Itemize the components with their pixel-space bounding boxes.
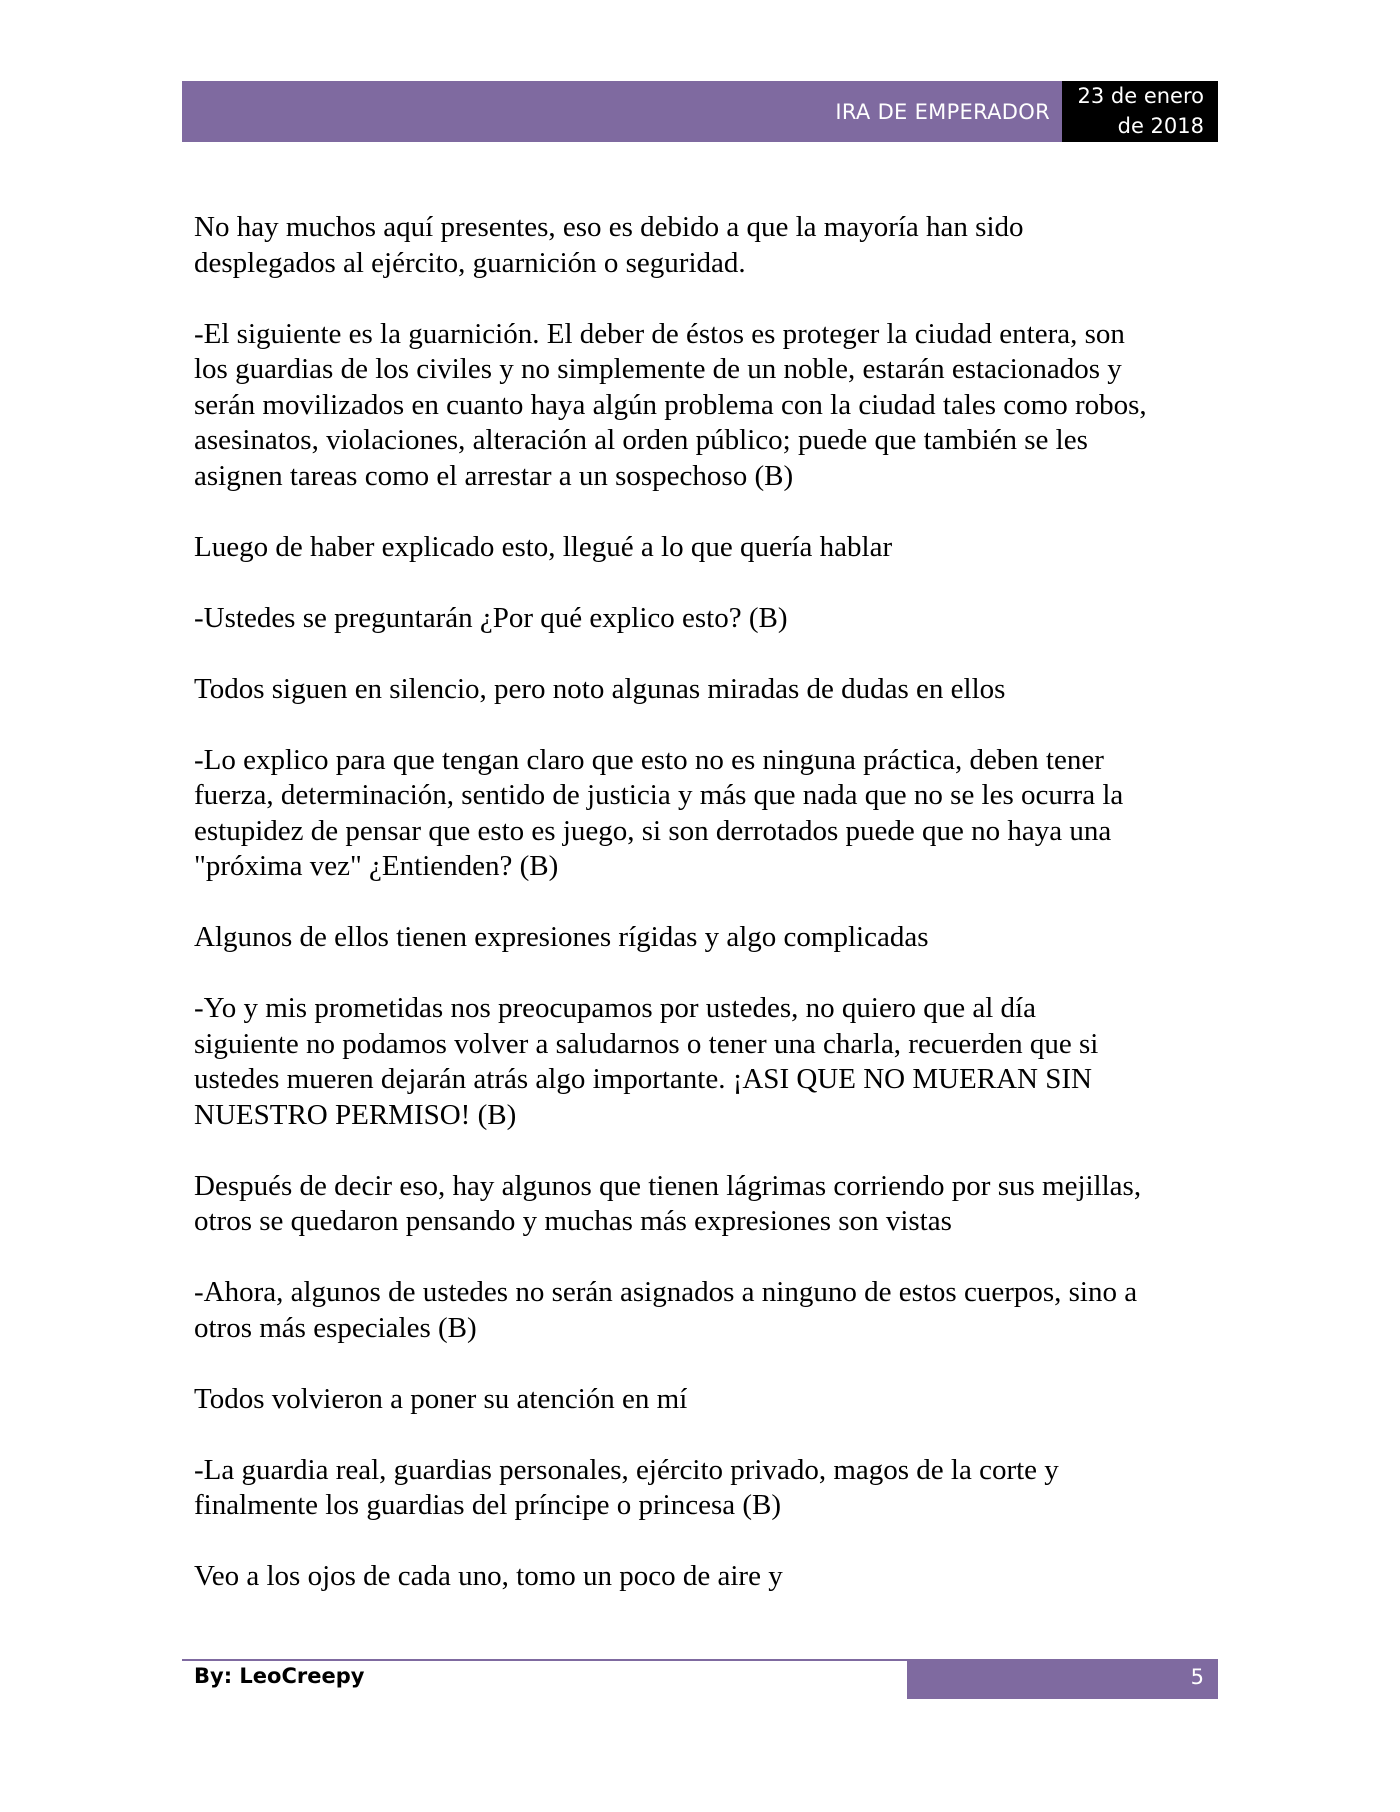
header-bar (182, 81, 1062, 142)
paragraph: -El siguiente es la guarnición. El deber de éstos es proteger la ciudad entera, son los guardias de los civiles y no simplemente de un noble, estarán estacionados y serán movilizados en cuanto haya algún problema con la ciudad tales como robos, asesinatos, violaciones, alteración al orden público; puede que también se les asignen tareas como el arrestar a un sospechoso (B) (194, 317, 1147, 492)
paragraph: Luego de haber explicado esto, llegué a lo que quería hablar (194, 530, 893, 563)
footer-divider (182, 1659, 907, 1661)
document-body (194, 210, 1224, 1630)
paragraph: Algunos de ellos tienen expresiones rígidas y algo complicadas (194, 921, 929, 953)
paragraph: Veo a los ojos de cada uno, tomo un poco de aire y (194, 1560, 783, 1592)
paragraph: Después de decir eso, hay algunos que tienen lágrimas corriendo por sus mejillas, otros se quedaron pensando y muchas más expresiones son vistas (194, 1169, 1142, 1237)
paragraph: -Ustedes se preguntarán ¿Por qué explico esto? (B) (194, 601, 788, 634)
paragraph: Todos siguen en silencio, pero noto algunas miradas de dudas en ellos (194, 672, 1006, 705)
footer-page-bar (907, 1659, 1218, 1699)
paragraph: No hay muchos aquí presentes, eso es debido a que la mayoría han sido desplegados al ejército, guarnición o seguridad. (194, 211, 1024, 279)
paragraph: Todos volvieron a poner su atención en mí (194, 1382, 688, 1415)
document-title: IRA DE EMPERADOR (835, 100, 1050, 124)
paragraph: -Ahora, algunos de ustedes no serán asignados a ninguno de estos cuerpos, sino a otros más especiales (B) (194, 1276, 1138, 1344)
header-date: 23 de enero de 2018 (1062, 81, 1218, 142)
paragraph: -La guardia real, guardias personales, ejército privado, magos de la corte y finalmente los guardias del príncipe o princesa (B) (194, 1453, 1059, 1521)
page-number: 5 (1190, 1665, 1204, 1689)
paragraph: -Yo y mis prometidas nos preocupamos por ustedes, no quiero que al día siguiente no podamos volver a saludarnos o tener una charla, recuerden que si ustedes mueren dejarán atrás algo importante. ¡ASI QUE NO MUERAN SIN NUESTRO PERMISO! (B) (194, 992, 1099, 1131)
footer-author: By: LeoCreepy (194, 1664, 365, 1688)
paragraph: -Lo explico para que tengan claro que esto no es ninguna práctica, deben tener fuerza, determinación, sentido de justicia y más que nada que no se les ocurra la estupidez de pensar que esto es juego, si son derrotados puede que no haya una "próxima vez" ¿Entienden? (B) (194, 743, 1124, 882)
